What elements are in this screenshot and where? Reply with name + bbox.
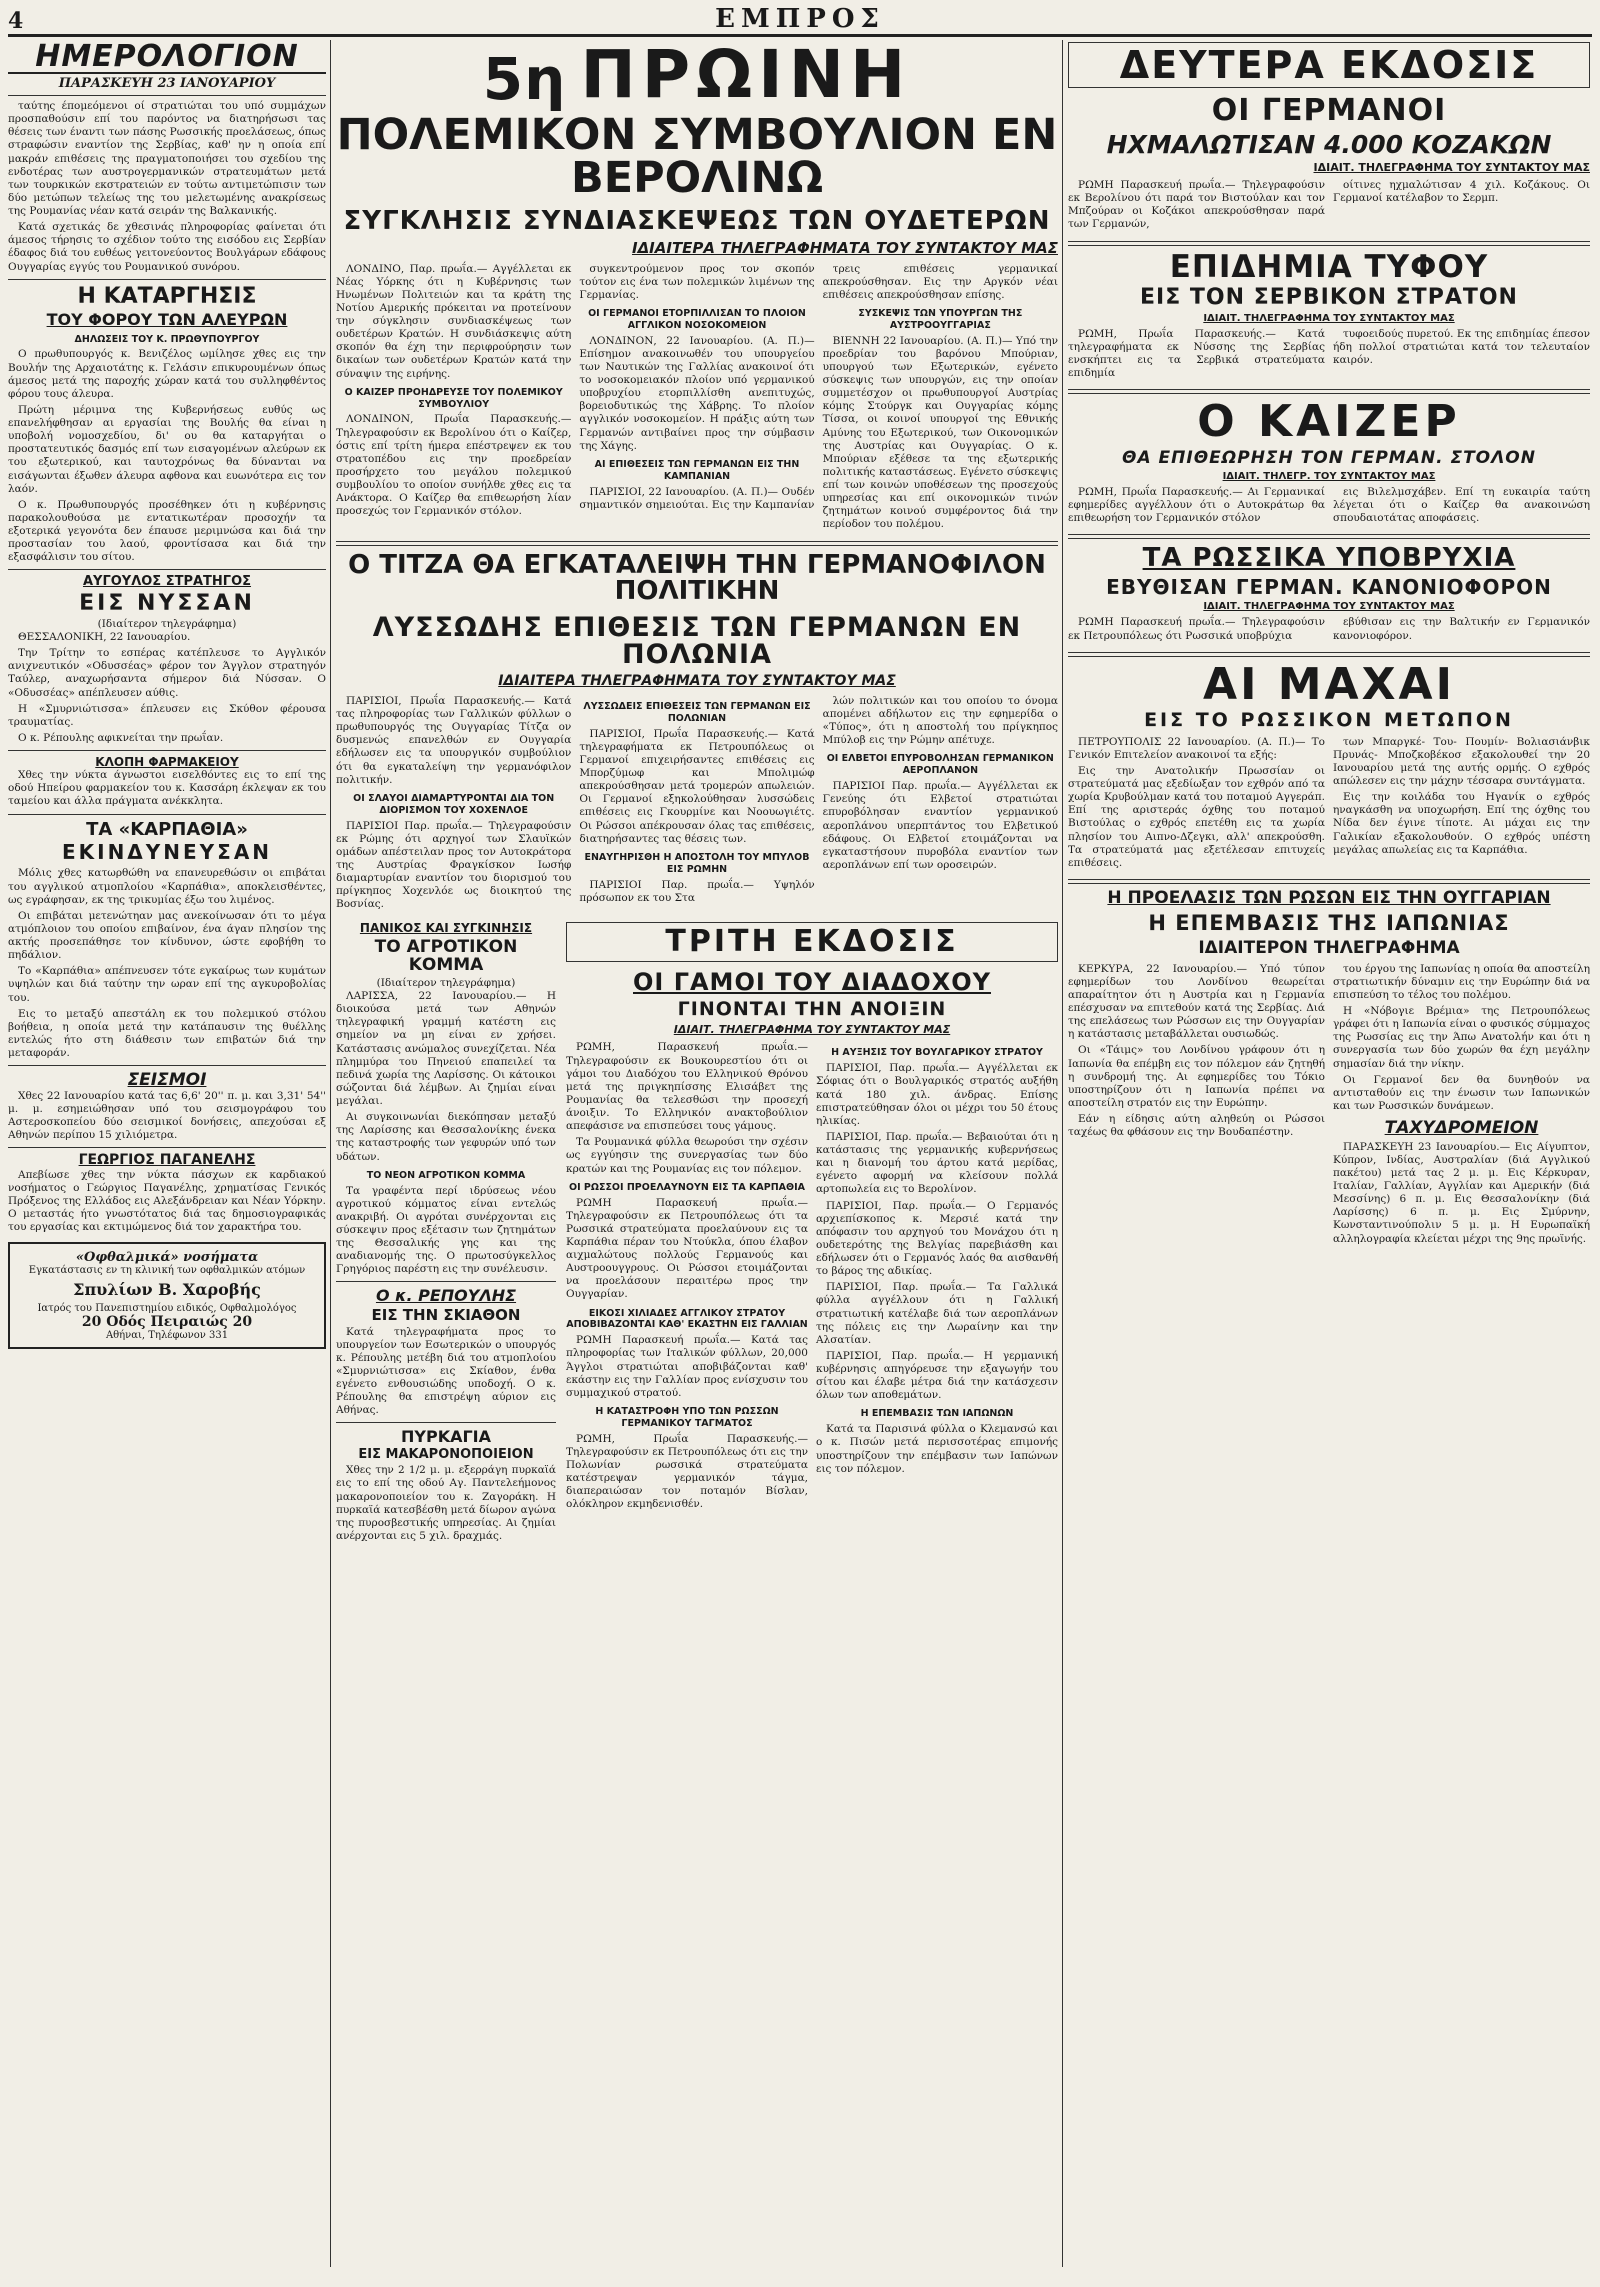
pyrkagia-subtitle: ΕΙΣ ΜΑΚΑΡΟΝΟΠΟΙΕΙΟΝ bbox=[358, 1447, 534, 1463]
news-paragraph: ΠΑΡΙΣΙΟΙ, 22 Ιανουαρίου. (Α. Π.)— Ουδέν σημαντικόν σημειούται. Εις την Καμπανίαν bbox=[579, 485, 815, 511]
calendar-date: ΠΑΡΑΣΚΕΥΗ 23 ΙΑΝΟΥΑΡΙΟΥ bbox=[8, 74, 326, 96]
news-paragraph: ΡΩΜΗ, Πρωΐα Παρασκευής.— Αι Γερμανικαί εφημερίδες αγγέλλουν ότι ο Αυτοκράτωρ θα επιθεωρήση τον Γερμανικόν στόλον bbox=[1068, 486, 1325, 525]
post-title: ΤΑΧΥΔΡΟΜΕΙΟΝ bbox=[1384, 1118, 1539, 1139]
news-subheading: ΕΝΑΥΓΗΡΙΣΘΗ Η ΑΠΟΣΤΟΛΗ ΤΟΥ ΜΠΥΛΟΒ ΕΙΣ ΡΩΜΗΝ bbox=[584, 851, 810, 875]
special-telegram-label: ΙΔΙΑΙΤΕΡΑ ΤΗΛΕΓΡΑΦΗΜΑΤΑ ΤΟΥ ΣΥΝΤΑΚΤΟΥ ΜΑΣ bbox=[498, 672, 896, 689]
news-paragraph: ΡΩΜΗ, Πρωΐα Παρασκευής.— Τηλεγραφούσιν εκ Πετρουπόλεως ότι εις την Πολωνίαν ρωσσικά στρατεύματα κατέστρεψαν γερμανικόν τάγμα, διαπεραιώσαν τον ποταμόν Βίσλαν, ολόκληρον εκμηδενισθέν. bbox=[566, 1432, 808, 1511]
right-column bbox=[1068, 42, 1590, 2267]
calendar-heading: ΗΜΕΡΟΛΟΓΙΟΝ bbox=[8, 42, 326, 74]
news-paragraph: ΛΟΝΔΙΝΟ, Παρ. πρωΐα.— Αγγέλλεται εκ Νέας Υόρκης ότι η Κυβέρνησις των Ηνωμένων Πολιτειών και τα κράτη της Νοτίου Αμερικής πρόκειται να προτείνουν την σύγκλησιν συνδιασκέψεως των ουδετέρων Κρατών. Η συνδιάσκεψις αύτη σκοπόν θα έχη την περιφρούρησιν των δικαίων των ουδετέρων Κρατών κατά την σύναψιν της ειρήνης. bbox=[336, 262, 572, 380]
special-telegram-label: ΙΔΙΑΙΤ. ΤΗΛΕΓΡΑΦΗΜΑ ΤΟΥ ΣΥΝΤΑΚΤΟΥ ΜΑΣ bbox=[1203, 601, 1455, 613]
edition-title: ΠΡΩΙΝΗ bbox=[580, 42, 912, 113]
news-subheading: ΟΙ ΡΩΣΣΟΙ ΠΡΟΕΛΑΥΝΟΥΝ ΕΙΣ ΤΑ ΚΑΡΠΑΘΙΑ bbox=[569, 1181, 805, 1193]
tisza-headline: Ο ΤΙΤΖΑ ΘΑ ΕΓΚΑΤΑΛΕΙΨΗ ΤΗΝ ΓΕΡΜΑΝΟΦΙΛΟΝ ΠΟΛΙΤΙΚΗΝ bbox=[348, 549, 1046, 606]
kaiser-headline: Ο ΚΑΙΖΕΡ bbox=[1197, 396, 1461, 448]
japan-headline: Η ΕΠΕΜΒΑΣΙΣ ΤΗΣ ΙΑΠΩΝΙΑΣ bbox=[1148, 910, 1510, 935]
agrotikon-paragraph: Αι συγκοινωνίαι διεκόπησαν μεταξύ της Λαρίσσης και Θεσσαλονίκης ένεκα της καταστροφής των γεφυρών υπό των υδάτων. bbox=[336, 1111, 556, 1163]
news-subheading: ΟΙ ΓΕΡΜΑΝΟΙ ΕΤΟΡΠΙΛΛΙΣΑΝ ΤΟ ΠΛΟΙΟΝ ΑΓΓΛΙΚΟΝ ΝΟΣΟΚΟΜΕΙΟΝ bbox=[588, 307, 806, 331]
news-paragraph: των Μπαργκέ- Του- Πουμίν- Βολιασιάνβικ Πρυνάς- Μποζκοβέκοσ εξακολουθεί την 20 Ιανουαρίου μετά της αυτής ορμής. Ο εχθρός απώλεσεν εις την μάχην τέσσαρα συντάγματα. bbox=[1333, 735, 1590, 788]
left-column bbox=[8, 42, 326, 2267]
gamoi-subheadline: ΓΙΝΟΝΤΑΙ ΤΗΝ ΑΝΟΙΞΙΝ bbox=[677, 998, 947, 1021]
special-telegram-label: ΙΔΙΑΙΤ. ΤΗΛΕΓΡΑΦΗΜΑ ΤΟΥ ΣΥΝΤΑΚΤΟΥ ΜΑΣ bbox=[673, 1023, 951, 1037]
news-paragraph: Η «Νόβογιε Βρέμια» της Πετρουπόλεως γράφει ότι η Ιαπωνία είναι ο φυσικός σύμμαχος της Ρωσσίας εις την Άπω Ανατολήν και ότι η συνεργασία των δύο χωρών θα έχη μεγάλην σημασίαν διά την νίκην. bbox=[1333, 1005, 1590, 1070]
kaiser-subheadline: ΘΑ ΕΠΙΘΕΩΡΗΣΗ ΤΟΝ ΓΕΡΜΑΝ. ΣΤΟΛΟΝ bbox=[1122, 448, 1536, 469]
second-edition-title: ΔΕΥΤΕΡΑ ΕΚΔΟΣΙΣ bbox=[1068, 42, 1590, 88]
submarines-headline: ΤΑ ΡΩΣΣΙΚΑ ΥΠΟΒΡΥΧΙΑ bbox=[1142, 543, 1516, 574]
karpathia-paragraph: Οι επιβάται μετενώτηαν μας ανεκοίνωσαν ότι το μέγα ατμόπλοιον του οποίου επιβαίνον, ένα άγαν πλησίον της ακτής προσεπάθησε τον κίνδυνον, ώστε εφοβήθη το πηδάλιον. bbox=[8, 909, 326, 962]
news-paragraph: Οι «Τάιμς» του Λονδίνου γράφουν ότι η Ιαπωνία θα επέμβη εις τον πόλεμον εάν ζητηθή η συνδρομή της. Αι εφημερίδες του Τόκιο υποστηρίζουν ότι η Ιαπωνία πρέπει να αποστείλη στρατόν εις την Ευρώπην. bbox=[1068, 1044, 1325, 1109]
karpathia-subtitle: ΕΚΙΝΔΥΝΕΥΣΑΝ bbox=[61, 840, 273, 865]
special-telegram-label: ΙΔΙΑΙΤΕΡΟΝ ΤΗΛΕΓΡΑΦΗΜΑ bbox=[1198, 937, 1460, 958]
seismoi-paragraph: Χθες 22 Ιανουαρίου κατά τας 6,6' 20'' π. μ. και 3,31' 54'' μ. μ. εσημειώθησαν υπό του σεισμογράφου του Αστεροσκοπείου δύο σεισμικοί δονήσεις, απεχούσαι εξ Αθηνών περίπου 15 χιλιόμετρα. bbox=[8, 1089, 326, 1142]
special-telegram-label: ΙΔΙΑΙΤΕΡΑ ΤΗΛΕΓΡΑΦΗΜΑΤΑ ΤΟΥ ΣΥΝΤΑΚΤΟΥ ΜΑΣ bbox=[631, 239, 1058, 257]
news-paragraph: ΠΑΡΙΣΙΟΙ, Πρωΐα Παρασκευής.— Κατά τηλεγραφήματα εκ Πετρουπόλεως οι Γερμανοί επιχειρήσαντες επιθέσεις εις Μπορζύμωφ και Μπολιμώφ απεκρούσθησαν μετά τρομερών απωλειών. Οι Γερμανοί εξηκολούθησαν λυσσώδεις επιθέσεις εις Γκουρμίνε και Νοουωγιέτς. Οι Ρώσσοι απέκρουσαν όλας τας επιθέσεις, διατηρήσαντες τας θέσεις των. bbox=[579, 727, 815, 845]
news-paragraph: συγκεντρούμενον προς τον σκοπόν τούτον εις ένα των πολεμικών λιμένων της Γερμανίας. bbox=[579, 262, 815, 301]
post-paragraph: ΠΑΡΑΣΚΕΥΗ 23 Ιανουαρίου.— Εις Αίγυπτον, Κύπρον, Ινδίας, Αυστραλίαν (διά Αγγλικού πακέτου) μετά τας 2 μ. μ. Εις Κέρκυραν, Ιταλίαν, Γαλλίαν, Αγγλίαν και Αμερικήν (διά Μεσσίνης) 6 π. μ. Εις Θεσσαλονίκην (διά Λαρίσσης) 6 π. μ. Εις Σμύρνην, Κωνσταντινούπολιν 5 μ. μ. Η Ευρωπαϊκή αλληλογραφία κλείεται μέχρι της 9ης πρωϊνής. bbox=[1333, 1140, 1590, 1245]
agrotikon-title: ΤΟ ΑΓΡΟΤΙΚΟΝ ΚΟΜΜΑ bbox=[374, 936, 518, 976]
news-paragraph: ΠΑΡΙΣΙΟΙ, Παρ. πρωΐα.— Αγγέλλεται εκ Σόφιας ότι ο Βουλγαρικός στρατός αυξήθη κατά 180 χιλ. άνδρας. Επίσης επιστρατεύθησαν όλοι οι μέχρι του 50 έτους ηλικίας. bbox=[816, 1062, 1058, 1127]
news-paragraph: ΠΑΡΙΣΙΟΙ, Παρ. πρωΐα.— Βεβαιούται ότι η κατάστασις της γερμανικής κυβερνήσεως και η διανομή του άρτου κατά μερίδας, εγένετο αφορμή να κλείσουν πολλά αρτοπωλεία εις το Βερολίνον. bbox=[816, 1130, 1058, 1196]
news-paragraph: του έργου της Ιαπωνίας η οποία θα αποστείλη στρατιωτικήν δύναμιν εις την Ευρώπην διά να επισπεύση το τέλος του πολέμου. bbox=[1333, 962, 1590, 1001]
ad-name: Σπυλίων Β. Χαροβής bbox=[73, 1280, 261, 1300]
kataryisis-byline: ΔΗΛΩΣΕΙΣ ΤΟΥ Κ. ΠΡΩΘΥΠΟΥΡΓΟΥ bbox=[74, 334, 260, 346]
news-paragraph: οίτινες ηχμαλώτισαν 4 χιλ. Κοζάκους. Οι Γερμανοί κατέλαβον το Σερμπ. bbox=[1333, 179, 1590, 205]
news-subheading: ΟΙ ΕΛΒΕΤΟΙ ΕΠΥΡΟΒΟΛΗΣΑΝ ΓΕΡΜΑΝΙΚΟΝ ΑΕΡΟΠΛΑΝΟΝ bbox=[826, 753, 1054, 777]
news-paragraph: ΠΑΡΙΣΙΟΙ, Παρ. πρωΐα.— Η γερμανική κυβέρνησις απηγόρευσε την εξαγωγήν του σίτου και έλαβε μέτρα διά την κατάσχεσιν όλων των αποθεμάτων. bbox=[816, 1349, 1058, 1402]
main-headline: ΠΟΛΕΜΙΚΟΝ ΣΥΜΒΟΥΛΙΟΝ ΕΝ ΒΕΡΟΛΙΝΩ bbox=[336, 110, 1058, 203]
advertisement bbox=[8, 1242, 326, 1349]
center-column bbox=[336, 42, 1058, 2267]
paganelis-title: ΓΕΩΡΓΙΟΣ ΠΑΓΑΝΕΛΗΣ bbox=[78, 1152, 256, 1169]
kataryisis-paragraph: Ο κ. Πρωθυπουργός προσέθηκεν ότι η κυβέρνησις παρακολουθούσα με εντατικωτέραν προσοχήν τα εξοτερικά γεγονότα δεν έπαυσε μεριμνώσα και διά την προστασίαν του λαού, φροντίσασα και διά την εξασφάλισιν του σίτου. bbox=[8, 498, 326, 564]
germans-headline: ΟΙ ΓΕΡΜΑΝΟΙ bbox=[1211, 93, 1447, 128]
special-telegram-label: ΙΔΙΑΙΤ. ΤΗΛΕΓΡ. ΤΟΥ ΣΥΝΤΑΚΤΟΥ ΜΑΣ bbox=[1222, 471, 1436, 483]
seismoi-title: ΣΕΙΣΜΟΙ bbox=[127, 1070, 207, 1091]
kataryisis-title: Η ΚΑΤΑΡΓΗΣΙΣ bbox=[77, 283, 257, 309]
intro-paragraph: Κατά σχετικάς δε χθεσινάς πληροφορίας φαίνεται ότι άμεσος τήρησις το σχέδιον τούτο της εισόδου εις Σερβίαν έδαφος διά του ευθέως γειτονεύοντος Βουλγάρων εδάφους Ουγγαρίας εγγύς του Ρουμανικού συνόρου. bbox=[8, 221, 326, 273]
typhus-subheadline: ΕΙΣ ΤΟΝ ΣΕΡΒΙΚΟΝ ΣΤΡΑΤΟΝ bbox=[1140, 284, 1518, 310]
news-paragraph: ΠΑΡΙΣΙΟΙ Παρ. πρωΐα.— Τηλεγραφούσιν εκ Ρώμης ότι αρχηγοί των Σλαυϊκών ομάδων απέστειλαν προς τον Αυτοκράτορα της Αυστρίας Φραγκίσκον Ιωσήφ διαμαρτυρίαν εναντίον του διορισμού του πρίγκηπος Χοχενλόε ως διοικητού της Βοσνίας. bbox=[336, 819, 572, 911]
news-paragraph: ΡΩΜΗ Παρασκευή πρωΐα.— Κατά τας πληροφορίας των Ιταλικών φύλλων, 20,000 Άγγλοι στρατιώται αποβιβάζονται καθ' εκάστην εις την Γαλλίαν προς ενίσχυσιν του συμμαχικού στρατού. bbox=[566, 1334, 808, 1399]
karpathia-title: ΤΑ «ΚΑΡΠΑΘΙΑ» bbox=[86, 818, 248, 840]
newspaper-title: ΕΜΠΡΟΣ bbox=[715, 4, 885, 34]
agrotikon-paragraph: Τα γραφέντα περί ιδρύσεως νέου αγροτικού κόμματος είναι εντελώς ανακριβή. Οι αγρόται συνέρχονται εις σύσκεψιν προς εξέτασιν των ζητημάτων της Θεσσαλικής γης και της αναδιανομής της. Ο πρωτοσύγκελλος Γρηγόριος παρέστη εις την συνέλευσιν. bbox=[336, 1184, 556, 1276]
news-paragraph: τυφοειδούς πυρετού. Εκ της επιδημίας έπεσον ήδη πολλοί στρατιώται κατά τον τελευταίον καιρόν. bbox=[1333, 327, 1590, 366]
polonia-headline: ΛΥΣΣΩΔΗΣ ΕΠΙΘΕΣΙΣ ΤΩΝ ΓΕΡΜΑΝΩΝ ΕΝ ΠΟΛΩΝΙΑ bbox=[372, 611, 1022, 670]
repoulis-title: Ο κ. ΡΕΠΟΥΛΗΣ bbox=[375, 1286, 517, 1306]
news-subheading: ΟΙ ΣΛΑΥΟΙ ΔΙΑΜΑΡΤΥΡΟΝΤΑΙ ΔΙΑ ΤΟΝ ΔΙΟΡΙΣΜΟΝ ΤΟΥ ΧΟΧΕΝΛΟΕ bbox=[353, 792, 555, 816]
news-paragraph: ΚΕΡΚΥΡΑ, 22 Ιανουαρίου.— Υπό τύπον εφημερίδων του Λονδίνου θεωρείται απαραίτητον ότι η Αυστρία και η Γερμανία επέσχυσαν να επιτεθούν κατά της Σερβίας. Διά της επελάσεως των Ρώσσων εις την Ουγγαρίαν η κατάστασις μεταβάλλεται ουσιωδώς. bbox=[1068, 962, 1325, 1041]
news-subheading: ΛΥΣΣΩΔΕΙΣ ΕΠΙΘΕΣΕΙΣ ΤΩΝ ΓΕΡΜΑΝΩΝ ΕΙΣ ΠΟΛΩΝΙΑΝ bbox=[583, 700, 811, 724]
klopi-paragraph: Χθες την νύκτα άγνωστοι εισελθόντες εις το επί της οδού Ηπείρου φαρμακείον του κ. Κασσάρη έκλεψαν εκ του ταμείου και άλλα πράγματα ανέκκλητα. bbox=[8, 769, 326, 808]
avgoulos-dateline: ΘΕΣΣΑΛΟΝΙΚΗ, 22 Ιανουαρίου. bbox=[18, 631, 191, 644]
avgoulos-paragraph: Την Τρίτην το εσπέρας κατέπλευσε το Αγγλικόν ανιχνευτικόν «Οδυσσέας» φέρον τον Άγγλον στρατηγόν Ταύλερ, αναχωρήσαντα σήμερον διά Νύσσαν. Ο «Οδυσσέας» απέπλευσεν αύθις. bbox=[8, 647, 326, 699]
news-paragraph: ΡΩΜΗ Παρασκευή πρωΐα.— Τηλεγραφούσιν εκ Βερολίνου ότι παρά τον Βιστούλαν και τον Μπζούραν οι Κοζάκοι απεκρούσθησαν παρά των Γερμανών, bbox=[1068, 179, 1325, 231]
karpathia-paragraph: Το «Καρπάθια» απέπνευσεν τότε εγκαίρως των κυμάτων υψηλών και διά ταύτην την ωραν επί της αγκυροβολίας του. bbox=[8, 965, 326, 1004]
ad-city: Αθήναι, Τηλέφωνον 331 bbox=[105, 1330, 229, 1342]
news-paragraph: ΠΑΡΙΣΙΟΙ Παρ. πρωΐα.— Αγγέλλεται εκ Γενεύης ότι Ελβετοί στρατιώται επυροβόλησαν εναντίον γερμανικού αεροπλάνου υπερπτάντος του Ελβετικού εδάφους. Οι Ελβετοί ετοιμάζονται να εγκαταστήσουν πυροβόλα εναντίον των αεροπλάνων επί των οροσειρών. bbox=[822, 780, 1058, 871]
repoulis-subtitle: ΕΙΣ ΤΗΝ ΣΚΙΑΘΟΝ bbox=[371, 1306, 521, 1325]
news-paragraph: Κατά τα Παρισινά φύλλα ο Κλεμανσώ και ο κ. Πισών μετά περισσοτέρας επιμονής υποστηρίζουν την επέμβασιν των Ιαπώνων εις τον πόλεμον. bbox=[816, 1423, 1058, 1475]
avgoulos-title: ΑΥΓΟΥΛΟΣ ΣΤΡΑΤΗΓΟΣ bbox=[82, 574, 252, 590]
sub-headline: ΣΥΓΚΛΗΣΙΣ ΣΥΝΔΙΑΣΚΕΨΕΩΣ ΤΩΝ ΟΥΔΕΤΕΡΩΝ bbox=[343, 206, 1051, 236]
news-paragraph: Εις την Ανατολικήν Πρωσσίαν οι στρατεύματά μας εξεδίωξαν τον εχθρόν από τα χωρία Κρυβούλμαν κατά του ποταμού Αγγεράπ. Επί της αριστεράς όχθης του ποταμού Βιστούλας ο εχθρός επετέθη εις τα χωρία πλησίον του Αιπνο-Δζεγκι, αλλ' απεκρούσθη. Τα στρατεύματά μας εξετέλεσαν επιτυχείς επιθέσεις. bbox=[1068, 764, 1325, 869]
intro-paragraph: ταύτης έπομεόμενοι οί στρατιώται του υπό συμμάχων προσπαθούσιν επί του παρόντος να διατηρήσωσι τας θέσεις των έναντι των πάσης Ρωσσικής προελάσεως, όπως στραφώσιν εναντίον της Σερβίας, καθ' ην η οποία επί μακράν επιθέσεις της πραγματοποιήσει του σχεδίου της ενδοτέρας των αυστρογερμανικών στρατευμάτων μετά των τουρκικών εκστρατειών εν τούτω αντιμετώπισιν των δύο μετώπων τελείως της του μελετωμένης ανακρίσεως της Ρουμανίας νέαν κατά σειράν της Βαλκανικής. bbox=[8, 100, 326, 217]
kataryisis-subtitle: ΤΟΥ ΦΟΡΟΥ ΤΩΝ ΑΛΕΥΡΩΝ bbox=[46, 309, 288, 329]
news-paragraph: ΠΑΡΙΣΙΟΙ, Παρ. πρωΐα.— Τα Γαλλικά φύλλα αγγέλλουν ότι η Γαλλική στρατιωτική κατέλαβε διά των αεροπλάνων της πόλεις εις την Λωραίνην και την Αλσατίαν. bbox=[816, 1281, 1058, 1346]
news-paragraph: λών πολιτικών και του οποίου το όνομα απομένει αδήλωτον εις την εφημερίδα ο «Τύπος», ότι η αποστολή του πρίγκηπος Μπύλοβ εις την Ρώμην απέτυχε. bbox=[822, 694, 1058, 747]
news-paragraph: εβύθισαν εις την Βαλτικήν εν Γερμανικόν κανονιοφόρον. bbox=[1333, 616, 1590, 642]
news-subheading: Ο ΚΑΙΖΕΡ ΠΡΟΗΔΡΕΥΣΕ ΤΟΥ ΠΟΛΕΜΙΚΟΥ ΣΥΜΒΟΥΛΙΟΥ bbox=[344, 386, 563, 410]
news-paragraph: Οι Γερμανοί δεν θα δυνηθούν να αντισταθούν εις την ένωσιν των Ιαπωνικών και των Ρωσσικών δυνάμεων. bbox=[1333, 1073, 1590, 1112]
avgoulos-paragraph: Ο κ. Ρέπουλης αφικνείται την πρωΐαν. bbox=[18, 731, 224, 744]
news-paragraph: ΠΑΡΙΣΙΟΙ, Πρωΐα Παρασκευής.— Κατά τας πληροφορίας των Γαλλικών φύλλων ο πρωθυπουργός της Ουγγαρίας Τίτζα ον δυσμενώς επανελθών εν Ουγγαρία εδήλωσεν εις τα υπουργικόν συμβούλιον ότι θα εγκαταλείψη την γερμανόφιλον πολιτικήν. bbox=[336, 694, 572, 786]
special-telegram-label: ΙΔΙΑΙΤ. ΤΗΛΕΓΡΑΦΗΜΑ ΤΟΥ ΣΥΝΤΑΚΤΟΥ ΜΑΣ bbox=[1313, 161, 1590, 174]
news-paragraph: ΠΑΡΙΣΙΟΙ Παρ. πρωΐα.— Υψηλόν πρόσωπον εκ του Στα bbox=[579, 878, 815, 904]
agrotikon-byline: (Ιδιαίτερον τηλεγράφημα) bbox=[376, 976, 516, 989]
news-subheading: Η ΕΠΕΜΒΑΣΙΣ ΤΩΝ ΙΑΠΩΝΩΝ bbox=[860, 1408, 1014, 1420]
news-paragraph: ΛΟΝΔΙΝΟΝ, Πρωΐα Παρασκευής.— Τηλεγραφούσιν εκ Βερολίνου ότι ο Καίζερ, όστις επί τρίτη ήμερα επέστρεψεν εκ του στρατοπέδου εις την προεδρείαν προσήρχετο του μεγάλου πολεμικού συμβουλίου το οποίον συνήλθε χθες εις τα Ανάκτορα. Ο Καίζερ θα επιθεωρήση λίαν προσεχώς τον Γερμανικόν στόλον. bbox=[336, 413, 572, 518]
column-rule bbox=[1062, 40, 1063, 2267]
news-paragraph: εις Βιλελμσχάβεν. Επί τη ευκαιρία ταύτη λέγεται ότι ο Καίζερ θα ανακοινώση σπουδαιοτάτας αποφάσεις. bbox=[1333, 486, 1590, 525]
news-paragraph: ΡΩΜΗ Παρασκευή πρωΐα.— Τηλεγραφούσιν εκ Πετρουπόλεως ότι τα Ρωσσικά στρατεύματα προελαύνουν εις τα Καρπάθια πέραν του Ντούκλα, όπου έλαβον αιχμαλώτους πολλούς Γερμανούς και Αυστροουγγρους. Οι Ρώσσοι ετοιμάζονται να προελάσουν περαιτέρω προς την Ουγγαρίαν. bbox=[566, 1196, 808, 1301]
news-paragraph: τρεις επιθέσεις γερμανικαί απεκρούσθησαν. Εις την Αργκόν νέαι επιθέσεις απεκρούσθησαν επίσης. bbox=[822, 262, 1058, 301]
agrotikon-subheading: ΤΟ ΝΕΟΝ ΑΓΡΟΤΙΚΟΝ ΚΟΜΜΑ bbox=[366, 1169, 526, 1181]
klopi-title: ΚΛΟΠΗ ΦΑΡΜΑΚΕΙΟΥ bbox=[95, 755, 239, 770]
news-paragraph: ΛΟΝΔΙΝΟΝ, 22 Ιανουαρίου. (Α. Π.)— Επίσημον ανακοινωθέν του υπουργείου των Ναυτικών της Γαλλίας ανακοινοί ότι το νοσοκομειακόν πλοίον υπό γερμανικού υποβρυχίου ετορπιλλίσθη ανεπιτυχώς, βορειοδυτικώς της Χάβρης. Το πλοίον αγγλικόν νοσοκομείον. Η πράξις αύτη των Γερμανών αντιβαίνει προς την σύμβασιν της Χάγης. bbox=[579, 334, 815, 452]
karpathia-paragraph: Μόλις χθες κατωρθώθη να επανευρεθώσιν οι επιβάται του αγγλικού ατμοπλοίου «Καρπάθια», αποκλεισθέντες, ως εγράφησαν, εκ της τρικυμίας έξω του λιμένος. bbox=[8, 867, 326, 906]
kataryisis-paragraph: Πρώτη μέριμνα της Κυβερνήσεως ευθύς ως επανελήφθησαν αι εργασίαι της Βουλής θα είναι η υποβολή νομοσχεδίου, δι' ου θα καταργήται ο προστατευτικός δασμός επί των εισαγομένων αλεύρων εκ του εξωτερικού, και ταυτοχρόνως θα δύνανται να εισάγωνται έξωθεν άλευρα αφθονα και ευωνότερα εις τον λαόν. bbox=[8, 403, 326, 495]
avgoulos-subtitle: ΕΙΣ ΝΥΣΣΑΝ bbox=[79, 590, 255, 616]
third-edition-title: ΤΡΙΤΗ ΕΚΔΟΣΙΣ bbox=[566, 922, 1058, 962]
page-number: 4 bbox=[8, 8, 24, 34]
ad-line: «Οφθαλμικά» νοσήματα bbox=[75, 1250, 259, 1266]
battles-subheadline: ΕΙΣ ΤΟ ΡΩΣΣΙΚΟΝ ΜΕΤΩΠΟΝ bbox=[1144, 708, 1514, 731]
paganelis-paragraph: Απεβίωσε χθες την νύκτα πάσχων εκ καρδιακού νοσήματος ο Γεώργιος Παγανέλης, χρηματίσας Γενικός Πρόξενος της Ελλάδος εις Αλεξάνδρειαν και Νέαν Υόρκην. Ο μεταστάς ήτο γνωστότατος διά τας δημοσιογραφικάς του εργασίας και εκτιμώμενος διά τον χαρακτήρα του. bbox=[8, 1168, 326, 1234]
ad-line: Ιατρός του Πανεπιστημίου ειδικός, Οφθαλμολόγος bbox=[37, 1303, 297, 1315]
news-paragraph: ΡΩΜΗ Παρασκευή πρωΐα.— Τηλεγραφούσιν εκ Πετρουπόλεως ότι Ρωσσικά υποβρύχια bbox=[1068, 616, 1325, 642]
news-paragraph: Εάν η είδησις αύτη αληθεύη οι Ρώσσοι ταχέως θα φθάσουν εις την Βουδαπέστην. bbox=[1068, 1113, 1325, 1139]
agrotikon-paragraph: ΛΑΡΙΣΣΑ, 22 Ιανουαρίου.— Η διοικούσα μετά των Αθηνών τηλεγραφική γραμμή κατέστη εις σημείον να μη είναι εν χρήσει. Κατάστασις ανώμαλος συνεχίζεται. Νέα πλημμύρα του Πηνειού επαπειλεί τα πεδινά χωρία της Λαρίσσης. Οι κάτοικοι σώζονται διά λέμβων. Αι ζημίαι είναι μεγάλαι. bbox=[336, 990, 556, 1108]
ad-address: 20 Οδός Πειραιώς 20 bbox=[81, 1314, 253, 1331]
edition-number: 5η bbox=[482, 45, 567, 113]
news-paragraph: Εις την κοιλάδα του Ηγανίκ ο εχθρός ηναγκάσθη να υποχωρήση. Επί της όχθης του Νίδα δεν έγινε τίποτε. Αι μάχαι εις την Γαλικίαν εξακολουθούν. Ο εχθρός υπέστη μεγάλας απωλείας εις τα Καρπάθια. bbox=[1333, 791, 1590, 856]
special-telegram-label: ΙΔΙΑΙΤ. ΤΗΛΕΓΡΑΦΗΜΑ ΤΟΥ ΣΥΝΤΑΚΤΟΥ ΜΑΣ bbox=[1203, 312, 1455, 324]
news-subheading: ΕΙΚΟΣΙ ΧΙΛΙΑΔΕΣ ΑΓΓΛΙΚΟΥ ΣΤΡΑΤΟΥ ΑΠΟΒΙΒΑΖΟΝΤΑΙ ΚΑΘ' ΕΚΑΣΤΗΝ ΕΙΣ ΓΑΛΛΙΑΝ bbox=[566, 1307, 808, 1331]
news-paragraph: ΠΑΡΙΣΙΟΙ, Παρ. πρωΐα.— Ο Γερμανός αρχιεπίσκοπος κ. Μερσιέ κατά την απόφασιν του αρχηγού του Μονάχου ότι η ουδετερότης της Βελγίας παρεβιάσθη και εδήλωσεν ότι ο Γερμανός λαός θα αισθανθή το βάρος της αδικίας. bbox=[816, 1199, 1058, 1278]
news-paragraph: ΡΩΜΗ, Πρωΐα Παρασκευής.— Κατά τηλεγραφήματα εκ Νύσσης της Σερβίας ενσκήπτει εις τα Σερβικά στρατεύματα επιδημία bbox=[1068, 327, 1325, 379]
kataryisis-paragraph: Ο πρωθυπουργός κ. Βενιζέλος ωμίλησε χθες εις την Βουλήν της Αρχαιοτάτης κ. Γελάσιν επικυρουμένων όπως άμεσος μετά της παροχής χώραν κατά του συλληφθέντος φόρου τους άλευρα. bbox=[8, 348, 326, 400]
column-rule bbox=[330, 40, 331, 2267]
news-paragraph: ΡΩΜΗ, Παρασκευή πρωΐα.— Τηλεγραφούσιν εκ Βουκουρεστίου ότι οι γάμοι του Διαδόχου του Ελληνικού Θρόνου μετά της πριγκηπίσσης Ελισάβετ της Ρουμανίας θα τελεσθώσι την προσεχή άνοιξιν. Το Ελληνικόν ανακτοβούλιον απεφάσισε να επισπεύσει τους γάμους. bbox=[566, 1041, 808, 1133]
ad-line: Εγκατάστασις εν τη κλινική των οφθαλμικών ατόμων bbox=[28, 1265, 306, 1277]
news-subheading: ΑΙ ΕΠΙΘΕΣΕΙΣ ΤΩΝ ΓΕΡΜΑΝΩΝ ΕΙΣ ΤΗΝ ΚΑΜΠΑΝΙΑΝ bbox=[594, 458, 800, 482]
pyrkagia-paragraph: Χθες την 2 1/2 μ. μ. εξερράγη πυρκαϊά εις το επί της οδού Αγ. Παντελεήμονος μακαρονοποιείον του κ. Ζαγοράκη. Η πυρκαϊά κατεσβέσθη μετά δίωρον αγώνα της πυροσβεστικής υπηρεσίας. Αι ζημίαι ανέρχονται εις 5 χιλ. δραχμάς. bbox=[336, 1464, 556, 1542]
submarines-subheadline: ΕΒΥΘΙΣΑΝ ΓΕΡΜΑΝ. ΚΑΝΟΝΙΟΦΟΡΟΝ bbox=[1106, 575, 1552, 600]
news-paragraph: ΠΕΤΡΟΥΠΟΛΙΣ 22 Ιανουαρίου. (Α. Π.)— Το Γενικόν Επιτελείον ανακοινοί τα εξής: bbox=[1068, 735, 1325, 761]
battles-headline: ΑΙ ΜΑΧΑΙ bbox=[1203, 658, 1455, 710]
news-subheading: Η ΑΥΞΗΣΙΣ ΤΟΥ ΒΟΥΛΓΑΡΙΚΟΥ ΣΤΡΑΤΟΥ bbox=[831, 1047, 1043, 1059]
news-subheading: Η ΚΑΤΑΣΤΡΟΦΗ ΥΠΟ ΤΩΝ ΡΩΣΣΩΝ ΓΕΡΜΑΝΙΚΟΥ ΤΑΓΜΑΤΟΣ bbox=[595, 1405, 779, 1429]
karpathia-paragraph: Εις το μεταξύ απεστάλη εκ του πολεμικού στόλου βοήθεια, η οποία μετά την κατάπαυσιν της θυέλλης εντελώς ήτο στη διάθεσιν των επιβατών διά την μεταφοράν. bbox=[8, 1007, 326, 1059]
hungary-headline: Η ΠΡΟΕΛΑΣΙΣ ΤΩΝ ΡΩΣΩΝ ΕΙΣ ΤΗΝ ΟΥΓΓΑΡΙΑΝ bbox=[1107, 887, 1551, 908]
typhus-headline: ΕΠΙΔΗΜΙΑ ΤΥΦΟΥ bbox=[1169, 248, 1489, 285]
news-subheading: ΣΥΣΚΕΨΙΣ ΤΩΝ ΥΠΟΥΡΓΩΝ ΤΗΣ ΑΥΣΤΡΟΟΥΓΓΑΡΙΑΣ bbox=[858, 307, 1023, 331]
news-paragraph: ΒΙΕΝΝΗ 22 Ιανουαρίου. (Α. Π.)— Υπό την προεδρίαν του βαρόνου Μπούριαν, υπουργού των Εξωτερικών, εγένετο σύσκεψις των υπουργών, εις την οποίαν συμμετέσχον οι πρωθυπουργοί Αυστρίας κόμης Στούργκ και Ουγγαρίας κόμης Τίσσα, οι κοινοί υπουργοί της Εθνικής Αμύνης του Εξωτερικού, των Οικονομικών της Αυστρίας και Ουγγαρίας. Ο κ. Μπούριαν εξέθεσε τα της εξωτερικής πολιτικής καταστάσεως. Εγένετο σύσκεψις επί των κοινών υποθέσεων της προσεχούς υπηρεσίας και επί οικονομικών τινών ζητημάτων κοινού συμφέροντος διά την περίοδον του πολέμου. bbox=[822, 334, 1058, 531]
masthead-rule bbox=[8, 34, 1592, 37]
panic-title: ΠΑΝΙΚΟΣ ΚΑΙ ΣΥΓΚΙΝΗΣΙΣ bbox=[359, 921, 533, 936]
avgoulos-paragraph: Η «Σμυρνιώτισσα» έπλευσεν εις Σκύθον φέρουσα τραυματίας. bbox=[8, 702, 326, 728]
cossacks-headline: ΗΧΜΑΛΩΤΙΣΑΝ 4.000 ΚΟΖΑΚΩΝ bbox=[1106, 130, 1552, 159]
repoulis-paragraph: Κατά τηλεγραφήματα προς το υπουργείον των Εσωτερικών ο υπουργός κ. Ρέπουλης μετέβη διά του ατμοπλοίου «Σμυρνιώτισσα» εις Σκίαθον, ένθα εγένετο ενθουσιώδης υποδοχή. Ο κ. Ρέπουλης θα επιστρέψη αύριον εις Αθήνας. bbox=[336, 1325, 556, 1417]
news-paragraph: Τα Ρουμανικά φύλλα θεωρούσι την σχέσιν ως εγγύησιν της συνεργασίας των δύο κρατών και της Ρουμανίας εις τον πόλεμον. bbox=[566, 1136, 808, 1175]
pyrkagia-title: ΠΥΡΚΑΓΙΑ bbox=[400, 1427, 491, 1447]
avgoulos-byline: (Ιδιαίτερον τηλεγράφημα) bbox=[97, 617, 237, 630]
gamoi-headline: ΟΙ ΓΑΜΟΙ ΤΟΥ ΔΙΑΔΟΧΟΥ bbox=[633, 968, 991, 997]
